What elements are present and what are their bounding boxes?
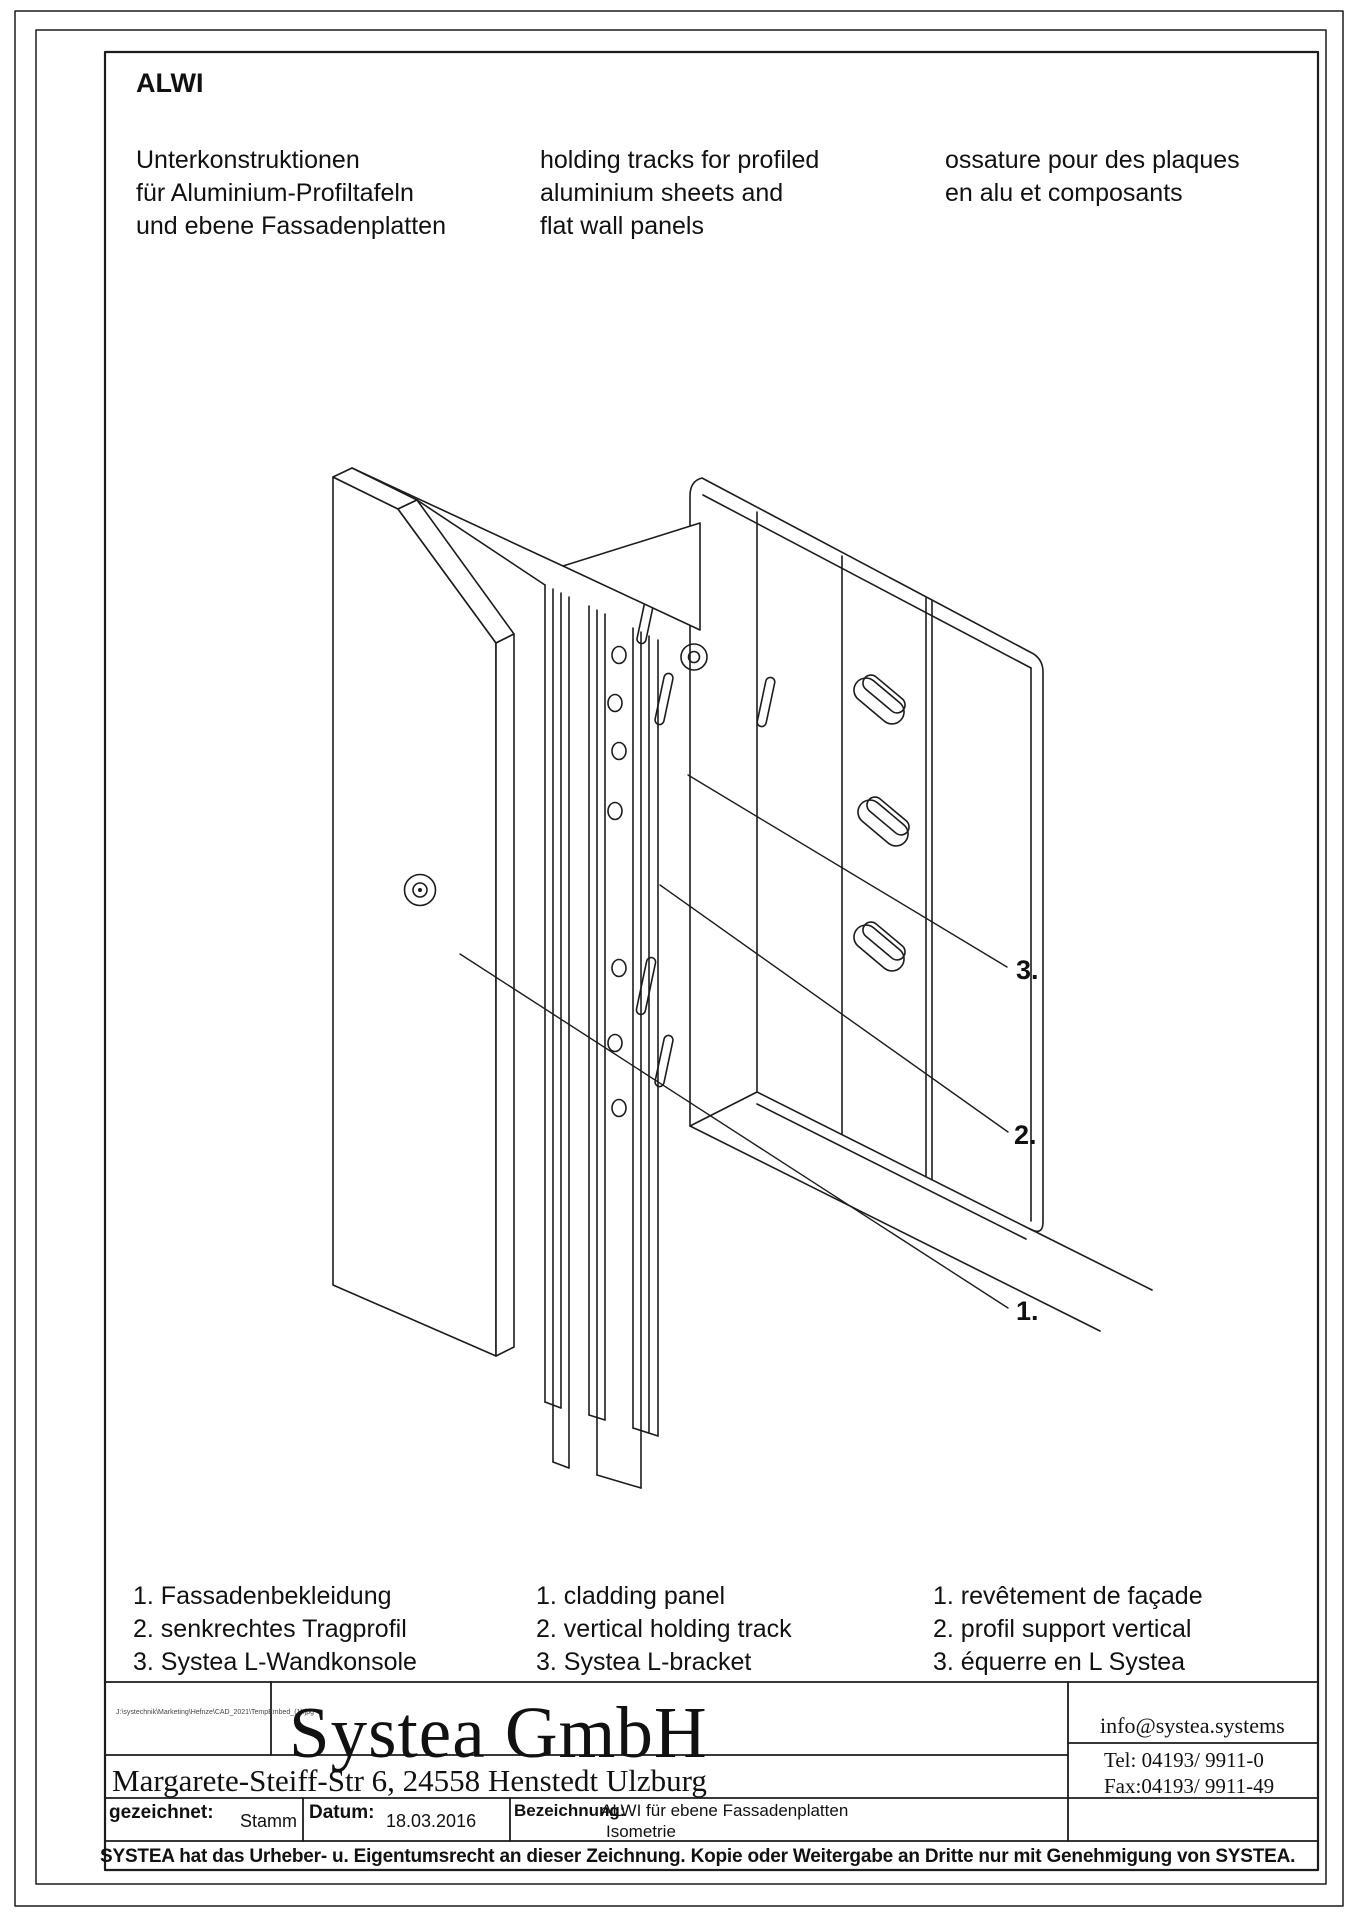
legend-german: [133, 1580, 417, 1679]
legend-de-item2: 2. senkrechtes Tragprofil: [133, 1615, 407, 1643]
date-value: 18.03.2016: [386, 1811, 477, 1831]
description-value: ALWI für ebene Fassadenplatten: [601, 1801, 849, 1820]
intro-en-line1: holding tracks for profiled: [540, 146, 820, 174]
legend-en-item1: 1. cladding panel: [536, 1582, 726, 1610]
callout-3-label: 3.: [1016, 955, 1039, 985]
company-address: Margarete-Steiff-Str 6, 24558 Henstedt Ulzburg: [112, 1763, 707, 1798]
company-tel: Tel: 04193/ 9911-0: [1104, 1748, 1264, 1772]
intro-fr-line2: en alu et composants: [945, 179, 1183, 207]
cladding-panel: [333, 468, 563, 1356]
description-label: Bezeichnung:: [514, 1801, 626, 1820]
intro-de-line2: für Aluminium-Profiltafeln: [136, 179, 414, 207]
intro-fr-line1: ossature pour des plaques: [945, 146, 1240, 174]
copyright-note: SYSTEA hat das Urheber- u. Eigentumsrecht an dieser Zeichnung. Kopie oder Weitergabe an Dritte nur mit Genehmigung von SYSTEA.: [100, 1846, 1296, 1867]
l-bracket: [690, 478, 1152, 1331]
company-email: info@systea.systems: [1100, 1713, 1285, 1738]
drawn-by-label: gezeichnet:: [109, 1802, 214, 1823]
drawn-by-value: Stamm: [240, 1811, 298, 1831]
track-top-face: [563, 523, 700, 630]
legend-de-item3: 3. Systea L-Wandkonsole: [133, 1648, 417, 1676]
callout-1-label: 1.: [1016, 1296, 1039, 1326]
legend-de-item1: 1. Fassadenbekleidung: [133, 1582, 392, 1610]
legend-english: [536, 1580, 792, 1679]
legend-fr-item1: 1. revêtement de façade: [933, 1582, 1203, 1610]
description-subvalue: Isometrie: [606, 1822, 676, 1841]
product-title: ALWI: [136, 68, 204, 98]
callout-2-label: 2.: [1014, 1120, 1037, 1150]
legend-fr-item2: 2. profil support vertical: [933, 1615, 1192, 1643]
intro-en-line2: aluminium sheets and: [540, 179, 784, 207]
source-file-path: J:\systechnik\Marketing\Hefnze\CAD_2021\TempEmbed_(1).jpg: [116, 1709, 315, 1716]
intro-french: [945, 144, 1240, 210]
intro-de-line1: Unterkonstruktionen: [136, 146, 360, 174]
legend-en-item2: 2. vertical holding track: [536, 1615, 792, 1643]
intro-english: [540, 144, 819, 243]
intro-de-line3: und ebene Fassadenplatten: [136, 212, 446, 240]
intro-german: [136, 144, 446, 243]
holding-track: [545, 523, 707, 1488]
company-name: Systea GmbH: [289, 1692, 708, 1773]
intro-en-line3: flat wall panels: [540, 212, 704, 240]
company-fax: Fax:04193/ 9911-49: [1104, 1774, 1275, 1798]
legend-fr-item3: 3. équerre en L Systea: [933, 1648, 1186, 1676]
legend-french: [933, 1580, 1203, 1679]
legend-en-item3: 3. Systea L-bracket: [536, 1648, 752, 1676]
date-label: Datum:: [309, 1802, 375, 1823]
